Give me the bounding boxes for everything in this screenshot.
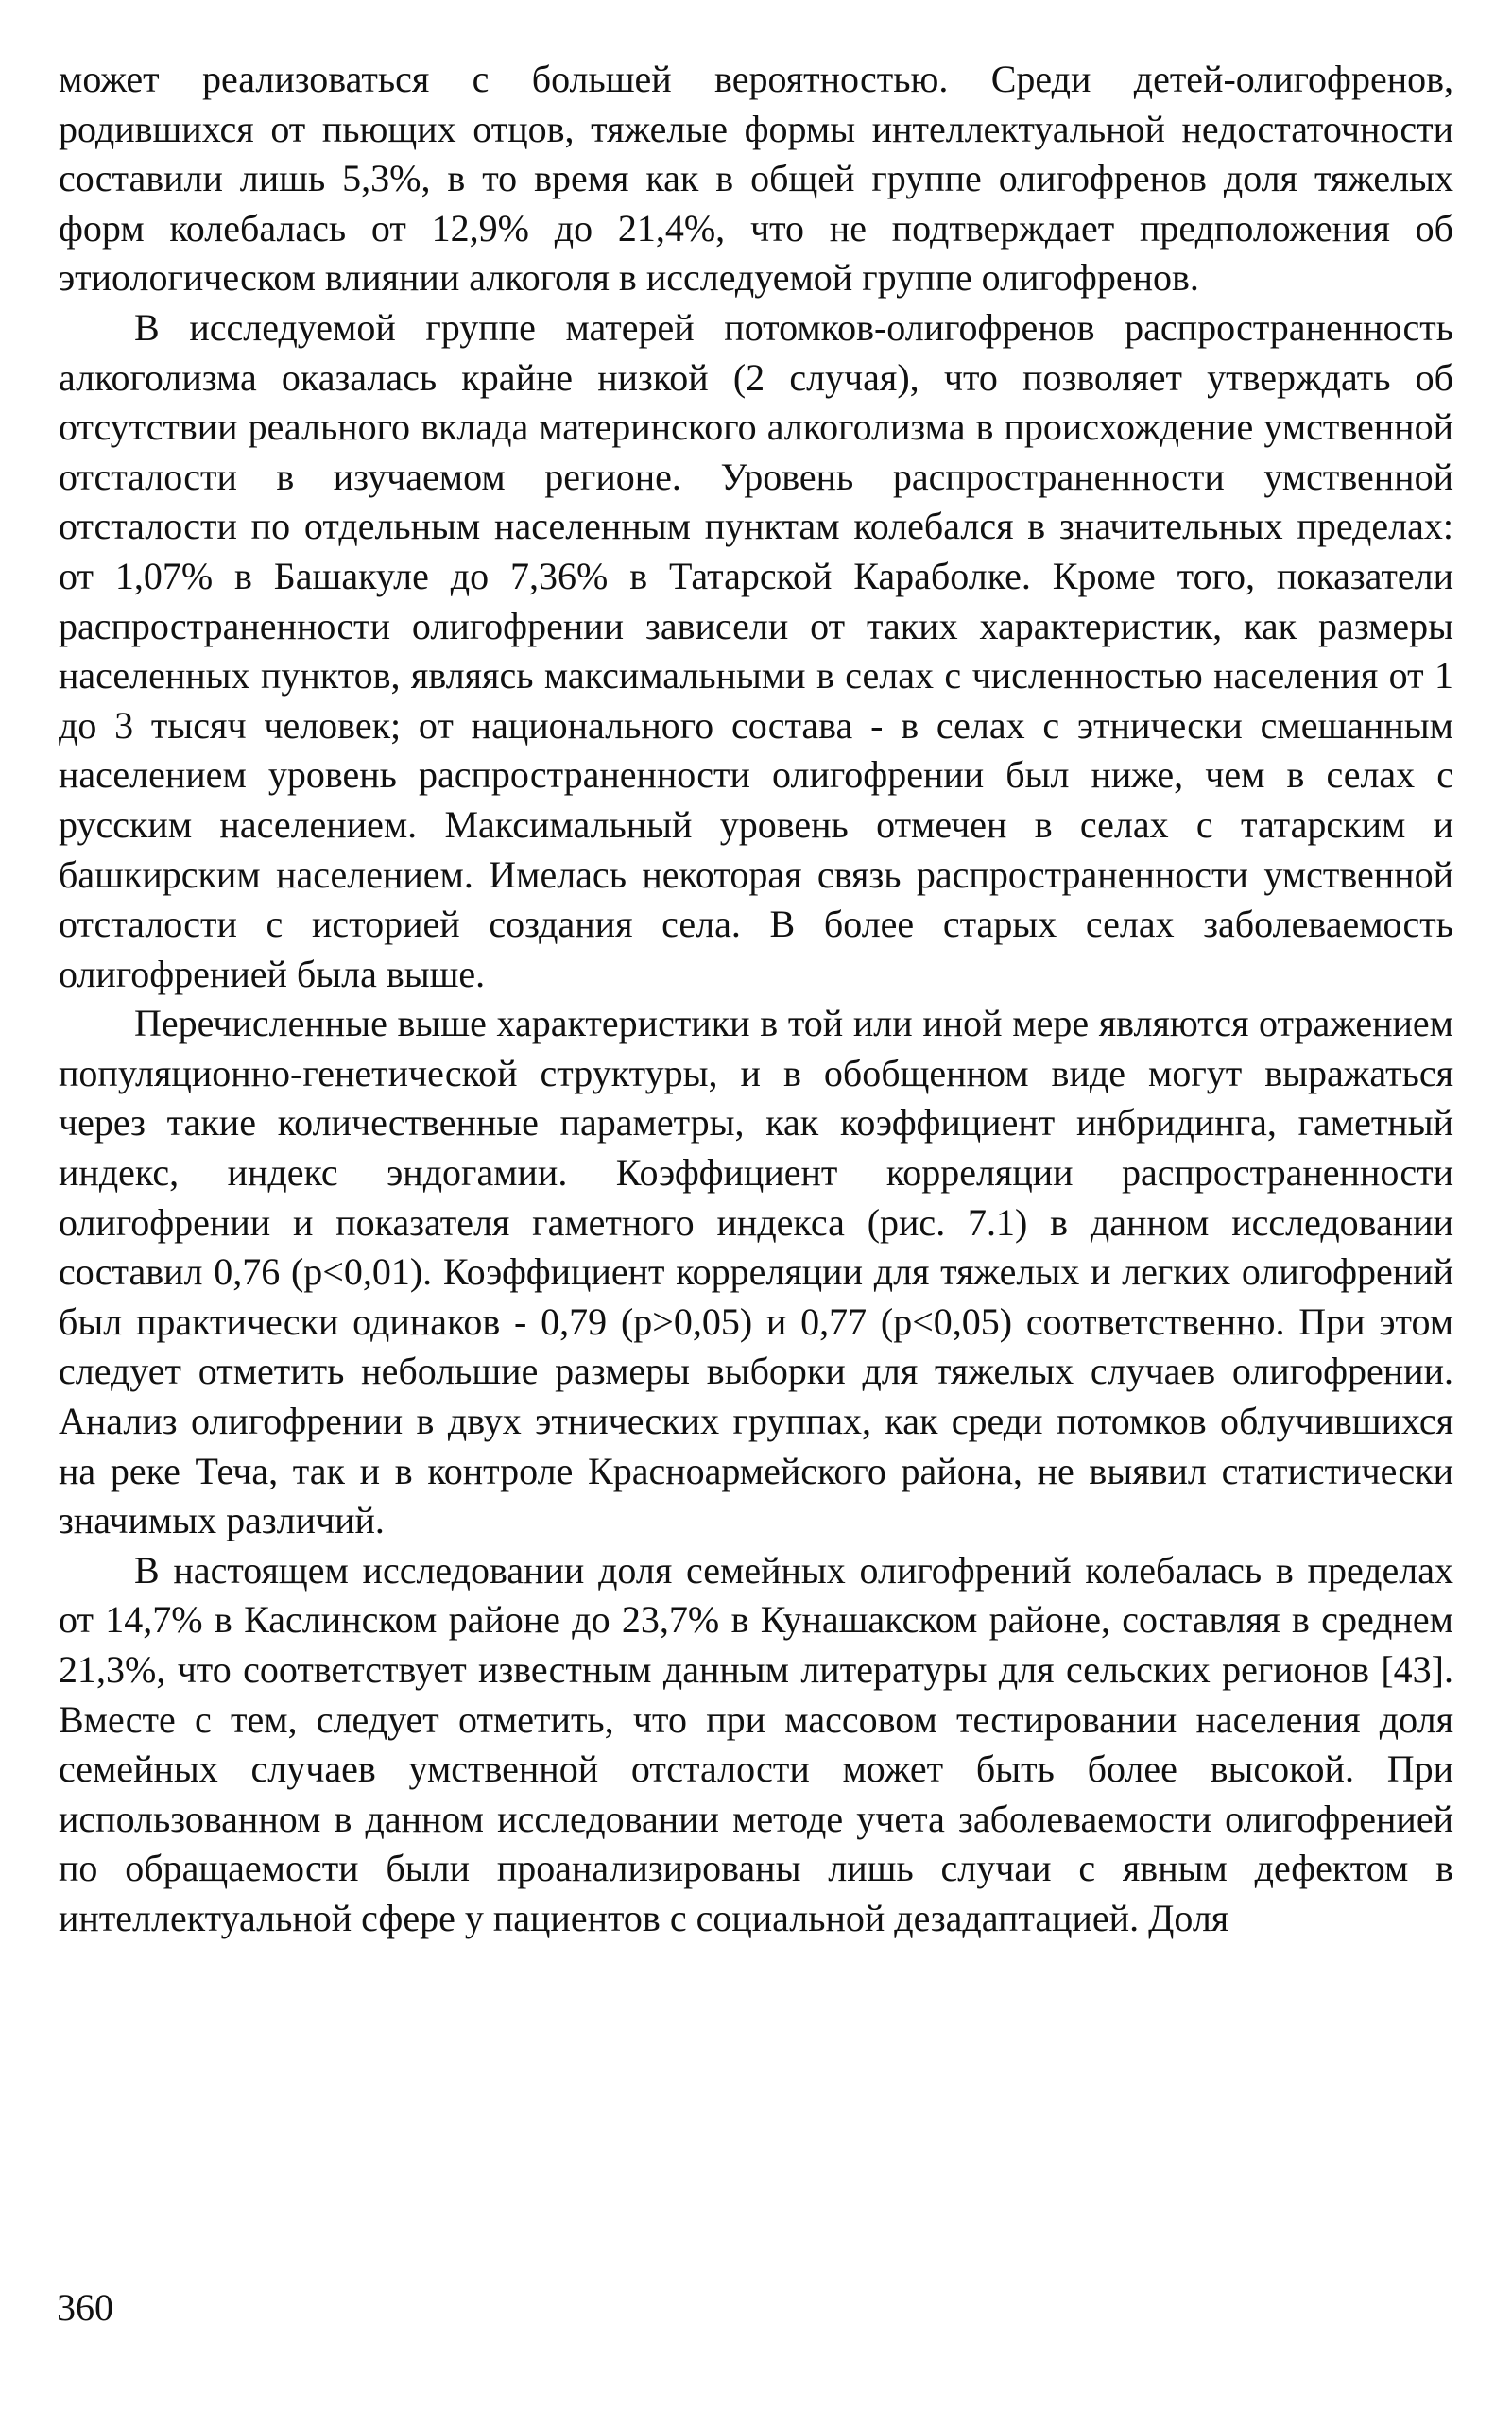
body-text	[59, 55, 1453, 1944]
paragraph-4: В настоящем исследовании доля семейных олигофрений колебалась в пределах от 14,7% в Каслинском районе до 23,7% в Кунашакском районе, составляя в среднем 21,3%, что соответствует известным данным литературы для сельских регионов [43]. Вместе с тем, следует отметить, что при массовом тестировании населения доля семейных случаев умственной отсталости может быть более высокой. При использованном в данном исследовании методе учета заболеваемости олигофренией по обращаемости были проанализированы лишь случаи с явным дефектом в интеллектуальной сфере у пациентов с социальной дезадаптацией. Доля	[59, 1548, 1453, 1939]
paragraph-2: В исследуемой группе матерей потомков-олигофренов распространенность алкоголизма оказалась крайне низкой (2 случая), что позволяет утверждать об отсутствии реального вклада материнского алкоголизма в происхождение умственной отсталости в изучаемом регионе. Уровень распространенности умственной отсталости по отдельным населенным пунктам колебался в значительных пределах: от 1,07% в Башакуле до 7,36% в Татарской Караболке. Кроме того, показатели распространенности олигофрении зависели от таких характеристик, как размеры населенных пунктов, являясь максимальными в селах с численностью населения от 1 до 3 тысяч человек; от национального состава - в селах с этнически смешанным населением уровень распространенности олигофрении был ниже, чем в селах с русским населением. Максимальный уровень отмечен в селах с татарским и башкирским населением. Имелась некоторая связь распространенности умственной отсталости с историей создания села. В более старых селах заболеваемость олигофренией была выше.	[59, 305, 1453, 995]
page-number: 360	[57, 2286, 113, 2329]
paragraph-3: Перечисленные выше характеристики в той или иной мере являются отражением популяционно-генетической структуры, и в обобщенном виде могут выражаться через такие количественные параметры, как коэффициент инбридинга, гаметный индекс, индекс эндогамии. Коэффициент корреляции распространенности олигофрении и показателя гаметного индекса (рис. 7.1) в данном исследовании составил 0,76 (p<0,01). Коэффициент корреляции для тяжелых и легких олигофрений был практически одинаков - 0,79 (p>0,05) и 0,77 (p<0,05) соответственно. При этом следует отметить небольшие размеры выборки для тяжелых случаев олигофрении. Анализ олигофрении в двух этнических группах, как среди потомков облучившихся на реке Теча, так и в контроле Красноармейского района, не выявил статистически значимых различий.	[59, 1002, 1453, 1542]
paragraph-1: может реализоваться с большей вероятностью. Среди детей-олигофренов, родившихся от пьющих отцов, тяжелые формы интеллектуальной недостаточности составили лишь 5,3%, в то время как в общей группе олигофренов доля тяжелых форм колебалась от 12,9% до 21,4%, что не подтверждает предположения об этиологическом влиянии алкоголя в исследуемой группе олигофренов.	[59, 58, 1453, 300]
